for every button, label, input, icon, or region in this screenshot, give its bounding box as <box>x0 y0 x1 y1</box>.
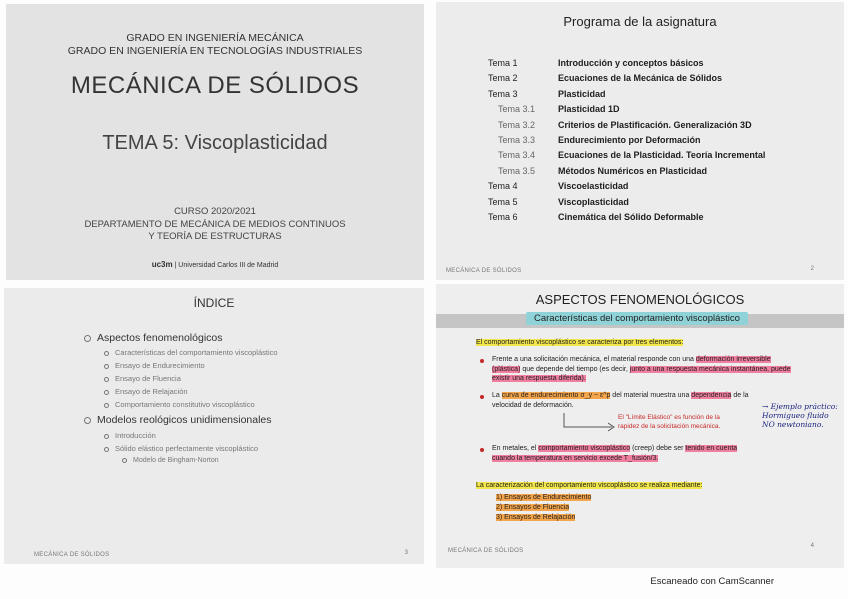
index-section-1: Aspectos fenomenológicos <box>84 332 223 344</box>
degree-line-2: GRADO EN INGENIERÍA EN TECNOLOGÍAS INDUSTRIALES <box>67 45 363 57</box>
topic-text: Endurecimiento por Deformación <box>558 135 701 145</box>
bullet-icon <box>104 390 109 395</box>
topic-row <box>436 89 844 101</box>
bullet-icon <box>480 395 484 399</box>
topic-row <box>436 166 844 178</box>
university-logo <box>6 260 424 269</box>
index-item: Comportamiento constitutivo viscoplástico <box>104 400 255 409</box>
intro-text: El comportamiento viscoplástico se caracteriza por tres elementos: <box>476 339 684 346</box>
index-item: Sólido elástico perfectamente viscoplástico <box>104 444 258 453</box>
topic-row <box>436 181 844 193</box>
scanner-watermark: Escaneado con CamScanner <box>650 576 774 587</box>
topic-label: Tema 3.1 <box>498 104 536 115</box>
topic-subtitle: TEMA 5: Viscoplasticidad <box>102 132 328 154</box>
elastic-limit-note: El "Límite Elástico" es función de la rapidez de la solicitación mecánica. <box>618 414 721 430</box>
program-slide <box>436 2 844 280</box>
bullet-icon <box>84 335 91 342</box>
topic-text: Introducción y conceptos básicos <box>558 58 704 68</box>
topic-text: Plasticidad <box>558 88 606 99</box>
index-item: Ensayo de Endurecimiento <box>104 361 205 370</box>
bullet-icon <box>480 448 484 452</box>
logo-text: | Universidad Carlos III de Madrid <box>174 262 279 269</box>
topic-text: Plasticidad 1D <box>558 104 620 115</box>
topic-text: Cinemática del Sólido Deformable <box>558 212 704 222</box>
page-number: 2 <box>810 266 814 272</box>
academic-year: CURSO 2020/2021 <box>174 206 256 217</box>
test-item: 2) Ensayos de Fluencia <box>496 504 570 511</box>
topic-label: Tema 2 <box>488 73 518 84</box>
program-title: Programa de la asignatura <box>563 14 717 29</box>
topic-text: Métodos Numéricos en Plasticidad <box>558 165 708 176</box>
section-pill: Características del comportamiento viscoplástico <box>526 312 748 325</box>
index-item: Características del comportamiento viscoplástico <box>104 348 278 357</box>
topic-text: Criterios de Plastificación. Generalización 3D <box>558 119 752 130</box>
topic-label: Tema 3 <box>488 88 518 99</box>
topic-row <box>436 135 844 147</box>
bullet-icon <box>104 364 109 369</box>
topic-row <box>436 150 844 162</box>
bullet-icon <box>104 403 109 408</box>
topic-label: Tema 3.2 <box>498 119 536 130</box>
topic-label: Tema 1 <box>488 58 518 68</box>
test-item: 3) Ensayos de Relajación <box>496 514 576 521</box>
bullet-icon <box>84 417 91 424</box>
topic-text: Ecuaciones de la Plasticidad. Teoría Incremental <box>558 150 766 161</box>
index-subitem: Modelo de Bingham-Norton <box>122 457 219 464</box>
topic-label: Tema 5 <box>488 196 518 207</box>
topic-row <box>436 73 844 85</box>
topic-label: Tema 3.3 <box>498 135 536 145</box>
bullet-icon <box>104 377 109 382</box>
index-slide <box>4 288 424 564</box>
topic-row <box>436 197 844 209</box>
index-section-2: Modelos reológicos unidimensionales <box>84 414 272 426</box>
bullet-icon <box>122 458 127 463</box>
footer-text: MECÁNICA DE SÓLIDOS <box>446 268 522 274</box>
topic-row <box>436 104 844 116</box>
handwritten-note: → Ejemplo práctico: Hormigueo fluido NO newtoniano. <box>762 402 838 429</box>
bullet-text-1: Frente a una solicitación mecánica, el material responde con una deformación irreversible (plástica) que depende del tiempo (es decir, junto a una respuesta mecánica instantánea, puede existir una respuesta diferida). <box>492 356 791 382</box>
bullet-icon <box>104 434 109 439</box>
index-item: Ensayo de Relajación <box>104 387 188 396</box>
characterization-text: La caracterización del comportamiento viscoplástico se realiza mediante: <box>476 482 703 489</box>
page-number: 3 <box>404 550 408 556</box>
arrow-icon <box>560 413 620 433</box>
footer-text: MECÁNICA DE SÓLIDOS <box>448 548 524 554</box>
test-item: 1) Ensayos de Endurecimiento <box>496 494 592 501</box>
topic-row <box>436 58 844 70</box>
bullet-text-3: En metales, el comportamiento viscoplástico (creep) debe ser tenido en cuenta cuando la temperatura en servicio excede T_fusión/3. <box>492 445 738 462</box>
phenomenology-slide <box>436 284 844 568</box>
topic-label: Tema 6 <box>488 212 518 222</box>
topic-row <box>436 212 844 224</box>
logo-mark: uc3m <box>151 260 173 269</box>
topic-label: Tema 3.5 <box>498 165 536 176</box>
index-item: Ensayo de Fluencia <box>104 374 181 383</box>
topic-label: Tema 4 <box>488 181 518 192</box>
topic-text: Viscoplasticidad <box>558 196 629 207</box>
degree-line-1: GRADO EN INGENIERÍA MECÁNICA <box>126 32 304 44</box>
bullet-icon <box>480 359 484 363</box>
department-line-2: Y TEORÍA DE ESTRUCTURAS <box>148 231 282 242</box>
bullet-text-2: La curva de endurecimiento σ_y − ε^p del material muestra una dependencia de la velocidad de deformación. <box>492 392 749 409</box>
topic-text: Ecuaciones de la Mecánica de Sólidos <box>558 73 723 84</box>
title-slide <box>6 4 424 280</box>
page-number: 4 <box>810 543 814 549</box>
topic-label: Tema 3.4 <box>498 150 536 161</box>
index-item: Introducción <box>104 431 156 440</box>
topic-row <box>436 120 844 132</box>
department-line-1: DEPARTAMENTO DE MECÁNICA DE MEDIOS CONTINUOS <box>84 219 346 230</box>
index-title: ÍNDICE <box>193 296 235 310</box>
topic-text: Viscoelasticidad <box>558 181 629 192</box>
slide-title: ASPECTOS FENOMENOLÓGICOS <box>535 292 745 307</box>
course-title: MECÁNICA DE SÓLIDOS <box>70 72 360 99</box>
bullet-icon <box>104 447 109 452</box>
footer-text: MECÁNICA DE SÓLIDOS <box>34 552 110 558</box>
bullet-icon <box>104 351 109 356</box>
